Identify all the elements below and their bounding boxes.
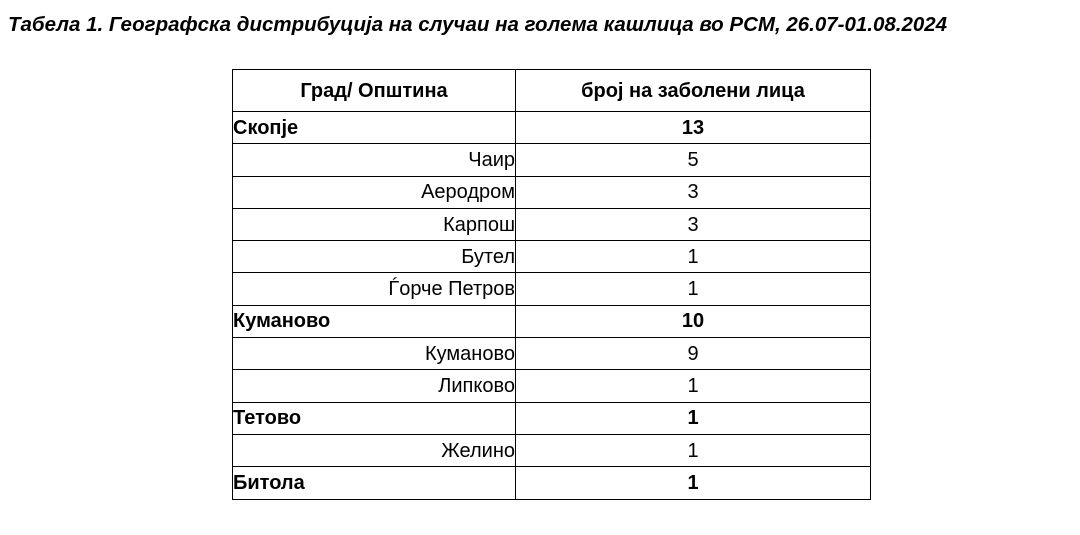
municipality-row xyxy=(233,273,871,305)
case-count: 1 xyxy=(516,434,871,466)
city-row xyxy=(233,402,871,434)
case-count: 1 xyxy=(516,241,871,273)
city-name: Битола xyxy=(233,467,516,499)
case-count: 10 xyxy=(516,305,871,337)
case-count: 9 xyxy=(516,338,871,370)
case-count: 3 xyxy=(516,176,871,208)
municipality-name: Чаир xyxy=(233,144,516,176)
municipality-row xyxy=(233,434,871,466)
municipality-row xyxy=(233,241,871,273)
case-count: 1 xyxy=(516,402,871,434)
city-name: Куманово xyxy=(233,305,516,337)
municipality-name: Куманово xyxy=(233,338,516,370)
city-row xyxy=(233,305,871,337)
municipality-row xyxy=(233,208,871,240)
case-count: 3 xyxy=(516,208,871,240)
case-count: 1 xyxy=(516,273,871,305)
municipality-name: Карпош xyxy=(233,208,516,240)
municipality-row xyxy=(233,370,871,402)
case-count: 5 xyxy=(516,144,871,176)
city-row xyxy=(233,112,871,144)
cases-table xyxy=(232,69,871,500)
municipality-row xyxy=(233,176,871,208)
municipality-name: Ѓорче Петров xyxy=(233,273,516,305)
case-count: 13 xyxy=(516,112,871,144)
header-case-count: број на заболени лица xyxy=(516,70,871,112)
table-body xyxy=(233,112,871,500)
municipality-name: Бутел xyxy=(233,241,516,273)
header-city-municipality: Град/ Општина xyxy=(233,70,516,112)
city-row xyxy=(233,467,871,499)
municipality-row xyxy=(233,144,871,176)
table-header-row xyxy=(233,70,871,112)
case-count: 1 xyxy=(516,467,871,499)
city-name: Тетово xyxy=(233,402,516,434)
case-count: 1 xyxy=(516,370,871,402)
municipality-name: Аеродром xyxy=(233,176,516,208)
table-caption: Табела 1. Географска дистрибуција на случаи на голема кашлица во РСМ, 26.07-01.08.2024 xyxy=(8,13,948,36)
municipality-name: Желино xyxy=(233,434,516,466)
municipality-name: Липково xyxy=(233,370,516,402)
municipality-row xyxy=(233,338,871,370)
city-name: Скопје xyxy=(233,112,516,144)
